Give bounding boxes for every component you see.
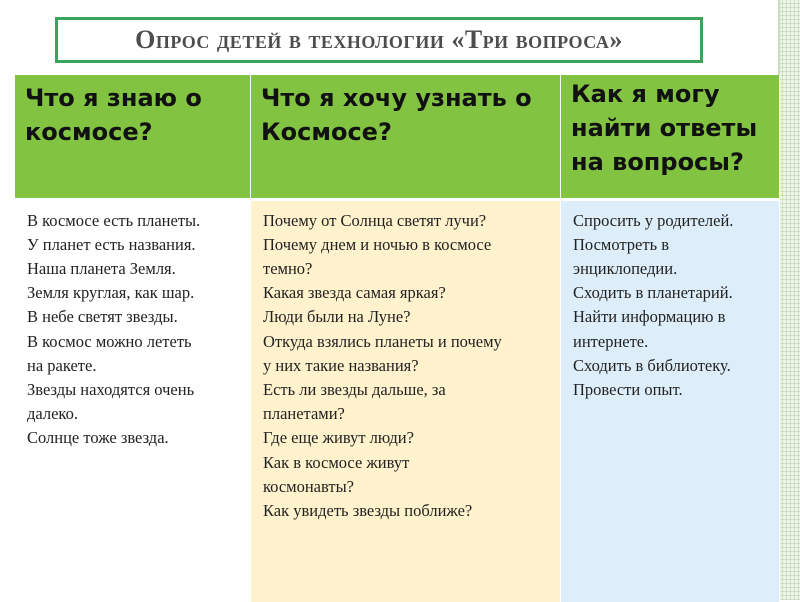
list-item: Посмотреть в (573, 234, 670, 254)
table-row (15, 199, 780, 602)
list-item: у них такие названия? (263, 355, 419, 375)
list-item: Есть ли звезды дальше, за (263, 379, 446, 399)
list-item: Почему от Солнца светят лучи? (263, 210, 487, 230)
table-header-row (15, 75, 780, 199)
list-item: Откуда взялись планеты и почему (263, 331, 502, 351)
list-item: Земля круглая, как шар. (27, 283, 195, 303)
list-item: далеко. (27, 404, 78, 424)
list-item: Звезды находятся очень (27, 379, 195, 399)
header-what-i-know: Что я знаю о космосе? (15, 75, 251, 199)
list-item: Спросить у родителей. (573, 210, 734, 230)
page-title: Опрос детей в технологии «Три вопроса» (135, 25, 623, 54)
list-item: В небе светят звезды. (27, 307, 178, 327)
list-item: Провести опыт. (573, 379, 683, 399)
header-what-i-want-to-know: Что я хочу узнать о Космосе? (251, 75, 561, 199)
list-item: Солнце тоже звезда. (27, 428, 169, 448)
list-item: энциклопедии. (573, 258, 678, 278)
list-item: У планет есть названия. (27, 234, 196, 254)
list-item: темно? (263, 258, 313, 278)
list-item: Как в космосе живут (263, 452, 410, 472)
list-item: Где еще живут люди? (263, 428, 414, 448)
list-item: космонавты? (263, 476, 355, 496)
column-known-facts (15, 199, 251, 602)
column-answer-methods (561, 199, 780, 602)
list-item: В космос можно лететь (27, 331, 192, 351)
three-questions-table (14, 75, 780, 602)
list-item: Люди были на Луне? (263, 307, 411, 327)
list-item: интернете. (573, 331, 649, 351)
list-item: Найти информацию в (573, 307, 726, 327)
list-item: Какая звезда самая яркая? (263, 283, 446, 303)
list-item: Наша планета Земля. (27, 258, 176, 278)
list-item: Сходить в планетарий. (573, 283, 733, 303)
column-questions (251, 199, 561, 602)
list-item: Сходить в библиотеку. (573, 355, 731, 375)
list-item: на ракете. (27, 355, 97, 375)
list-item: В космосе есть планеты. (27, 210, 201, 230)
list-item: Почему днем и ночью в космосе (263, 234, 492, 254)
list-item: Как увидеть звезды поближе? (263, 500, 473, 520)
decorative-side-border (778, 0, 800, 600)
list-item: планетами? (263, 404, 345, 424)
header-how-to-find-answers: Как я могу найти ответы на вопросы? (561, 75, 780, 199)
title-box (55, 17, 703, 63)
